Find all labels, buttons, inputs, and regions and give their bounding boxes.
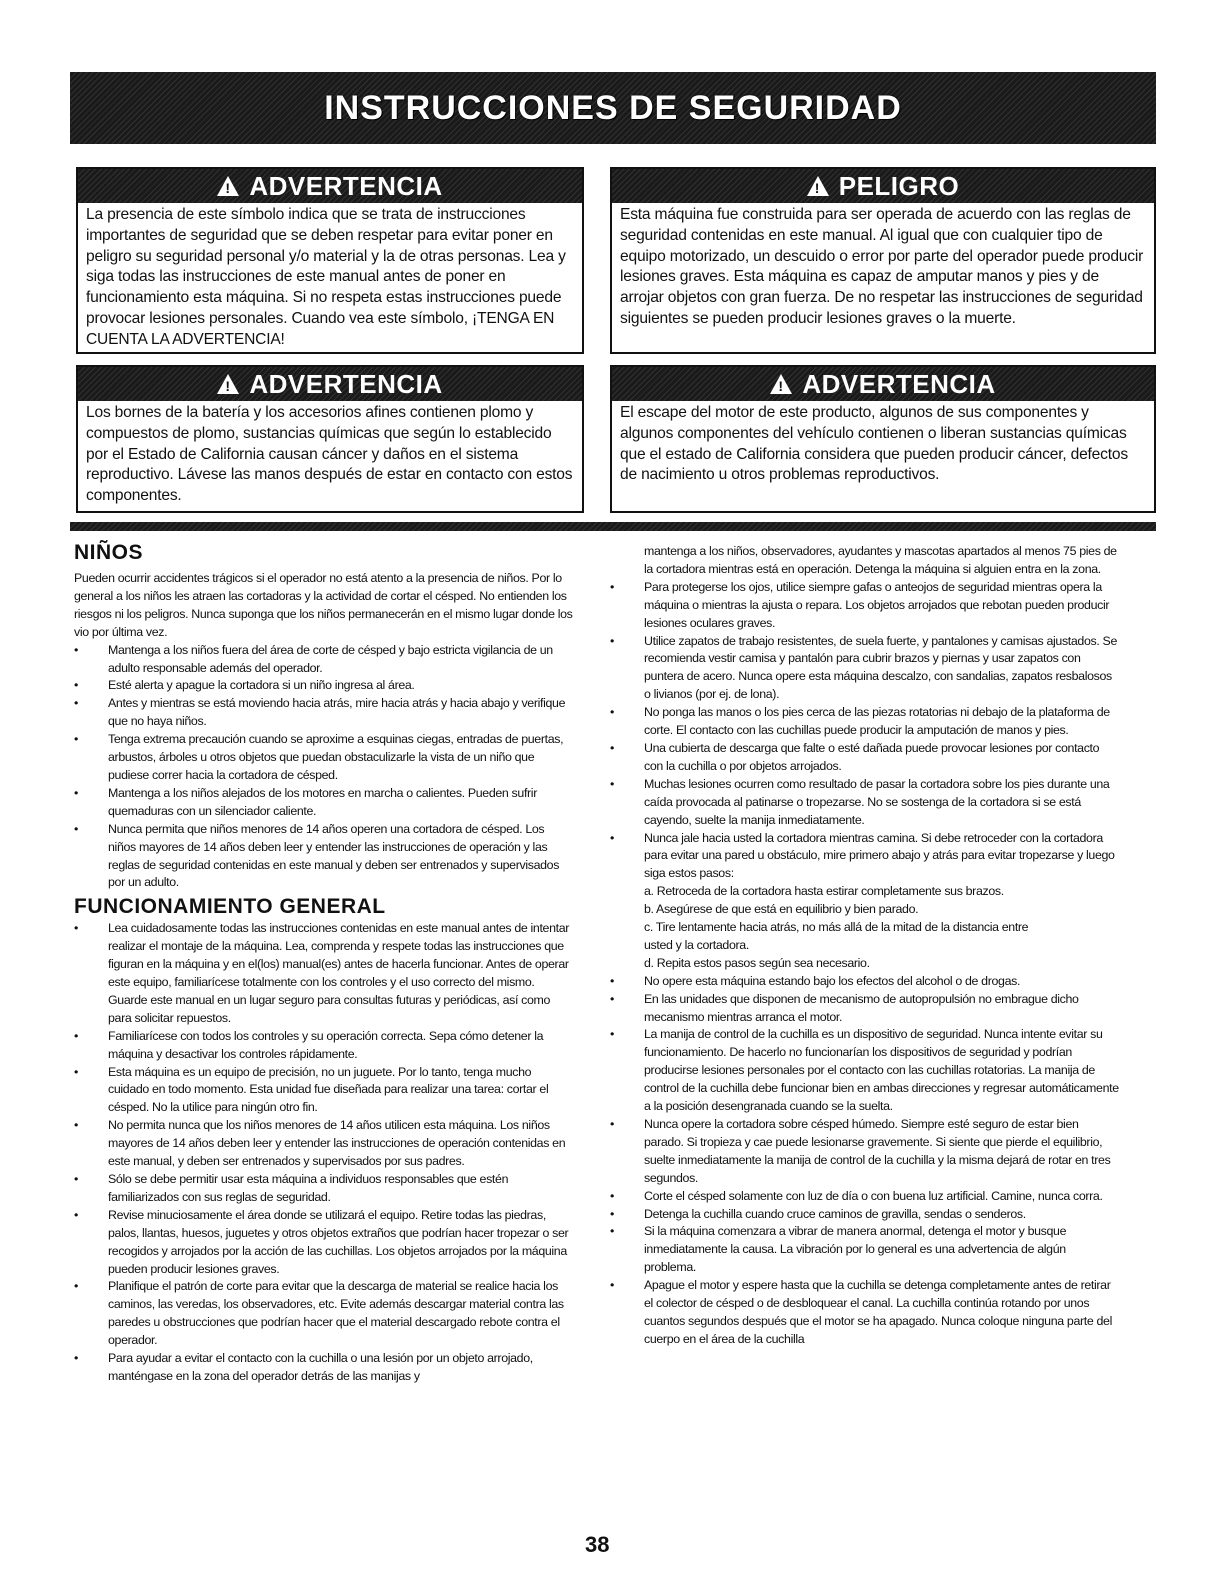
list-item: • Para ayudar a evitar el contacto con la cuchilla o una lesión por un objeto arrojado, manténgase en la zona del operador detrás de las manijas y <box>74 1350 574 1386</box>
warning-text: Esta máquina fue construida para ser operada de acuerdo con las reglas de seguridad contenidas en este manual. Al igual que con cualquier tipo de equipo motorizado, un descuido o error por parte del operador puede producir lesiones graves. Esta máquina es capaz de amputar manos y pies y de arrojar objetos con gran fuerza. De no respetar las instrucciones de seguridad siguientes se pueden producir lesiones graves o la muerte. <box>620 206 1144 327</box>
warning-header <box>612 367 1154 401</box>
step-item: a. Retroceda de la cortadora hasta estirar completamente sus brazos. <box>644 884 1004 899</box>
list-item: • La manija de control de la cuchilla es un dispositivo de seguridad. Nunca intente evitar su funcionamiento. De hacerlo no funcionarían los dispositivos de seguridad y podrían producirse lesiones personales por el contacto con las cuchillas rotatorias. La manija de control de la cuchilla debe funcionar bien en ambas direcciones y regresar automáticamente a la posición desengranada cuando se la suelta. <box>610 1026 1120 1116</box>
list-item: • Mantenga a los niños alejados de los motores en marcha o calientes. Pueden sufrir quemaduras con un silenciador caliente. <box>74 785 574 821</box>
step-item: c. Tire lentamente hacia atrás, no más allá de la mitad de la distancia entre <box>644 920 1029 935</box>
list-item: • Corte el césped solamente con luz de día o con buena luz artificial. Camine, nunca corra. <box>610 1188 1120 1206</box>
list-item: • Sólo se debe permitir usar esta máquina a individuos responsables que estén familiarizados con sus reglas de seguridad. <box>74 1171 574 1207</box>
section-heading-funcionamiento: FUNCIONAMIENTO GENERAL <box>74 895 386 919</box>
list-item: • En las unidades que disponen de mecanismo de autopropulsión no embrague dicho mecanismo mientras arranca el motor. <box>610 991 1120 1027</box>
list-item: • No opere esta máquina estando bajo los efectos del alcohol o de drogas. <box>610 973 1120 991</box>
section-divider <box>70 522 1156 531</box>
list-item: • Nunca permita que niños menores de 14 años operen una cortadora de césped. Los niños mayores de 14 años deben leer y entender las instrucciones de operación y las reglas de seguridad contenidas en este manual y deben ser entrenados y supervisados por un adulto. <box>74 821 574 893</box>
list-item: • No ponga las manos o los pies cerca de las piezas rotatorias ni debajo de la plataforma de corte. El contacto con las cuchillas puede producir la amputación de manos y pies. <box>610 704 1120 740</box>
warning-header <box>78 367 582 401</box>
warning-box-advertencia-3 <box>610 365 1156 513</box>
warning-label: ADVERTENCIA <box>802 368 996 399</box>
list-item: • Familiarícese con todos los controles y su operación correcta. Sepa cómo detener la máquina y desactivar los controles rápidamente. <box>74 1028 574 1064</box>
warning-triangle-icon <box>807 176 829 196</box>
list-item: • Apague el motor y espere hasta que la cuchilla se detenga completamente antes de retirar el colector de césped o de desbloquear el canal. La cuchilla continúa rotando por unos cuantos segundos después que el motor se ha apagado. Nunca coloque ninguna parte del cuerpo en el área de la cuchilla <box>610 1277 1120 1349</box>
list-item: • Nunca opere la cortadora sobre césped húmedo. Siempre esté seguro de estar bien parado. Si tropieza y cae puede lesionarse gravemente. Si siente que pierde el equilibrio, suelte inmediatamente la manija de control de la cuchilla y la misma dejará de rotar en tres segundos. <box>610 1116 1120 1188</box>
page-number: 38 <box>585 1532 610 1557</box>
list-item: • Para protegerse los ojos, utilice siempre gafas o anteojos de seguridad mientras opera la máquina o mientras la ajusta o repara. Los objetos arrojados que rebotan pueden producir lesiones oculares graves. <box>610 579 1120 633</box>
continuation-text: mantenga a los niños, observadores, ayudantes y mascotas apartados al menos 75 pies de la cortadora mientras está en operación. Detenga la máquina si alguien entra en la zona. <box>644 544 1117 576</box>
list-item: • Una cubierta de descarga que falte o esté dañada puede provocar lesiones por contacto con la cuchilla o por objetos arrojados. <box>610 740 1120 776</box>
warning-label: ADVERTENCIA <box>249 170 443 201</box>
step-item: d. Repita estos pasos según sea necesario. <box>644 955 870 970</box>
funcionamiento-list <box>74 920 574 1386</box>
list-item: • Muchas lesiones ocurren como resultado de pasar la cortadora sobre los pies durante una caída provocada al patinarse o tropezarse. No se sostenga de la cortadora si se está cayendo, suelte la manija inmediatamente. <box>610 776 1120 830</box>
list-item: • Antes y mientras se está moviendo hacia atrás, mire hacia atrás y hacia abajo y verifique que no haya niños. <box>74 695 574 731</box>
warning-header <box>612 169 1154 203</box>
warning-text: Los bornes de la batería y los accesorios afines contienen plomo y compuestos de plomo, sustancias químicas que según lo establecido por el Estado de California causan cáncer y daños en el sistema reproductivo. Lávese las manos después de estar en contacto con estos componentes. <box>86 404 573 505</box>
ninos-list <box>74 642 574 893</box>
step-item: b. Asegúrese de que está en equilibrio y bien parado. <box>644 902 919 917</box>
list-item: • No permita nunca que los niños menores de 14 años utilicen esta máquina. Los niños mayores de 14 años deben leer y entender las instrucciones de operación contenidas en este manual, y deben ser entrenados y supervisados por sus padres. <box>74 1117 574 1171</box>
list-item: • Lea cuidadosamente todas las instrucciones contenidas en este manual antes de intentar realizar el montaje de la máquina. Lea, comprenda y respete todas las instrucciones que figuran en la máquina y en el(los) manual(es) antes de hacerla funcionar. Antes de operar este equipo, familiarícese totalmente con los controles y el uso correcto del mismo. Guarde este manual en un lugar seguro para consultas futuras y periódicas, así como para solicitar repuestos. <box>74 920 574 1027</box>
list-item: • Revise minuciosamente el área donde se utilizará el equipo. Retire todas las piedras, palos, llantas, huesos, juguetes y otros objetos extraños que podrían hacer tropezar o ser recogidos y arrojados por la acción de las cuchillas. Los objetos arrojados por la máquina pueden producir lesiones graves. <box>74 1207 574 1279</box>
right-list-b <box>610 973 1120 1349</box>
list-item: • Tenga extrema precaución cuando se aproxime a esquinas ciegas, entradas de puertas, arbustos, árboles u otros objetos que puedan obstaculizarle la vista de un niño que pudiese correr hacia la cortadora de césped. <box>74 731 574 785</box>
list-item: • Utilice zapatos de trabajo resistentes, de suela fuerte, y pantalones y camisas ajustados. Se recomienda vestir camisa y pantalón para cubrir brazos y piernas y usar zapatos con puntera de acero. Nunca opere esta máquina descalzo, con sandalias, zapatos resbalosos o livianos (por ej. de lona). <box>610 633 1120 705</box>
ninos-intro: Pueden ocurrir accidentes trágicos si el operador no está atento a la presencia de niños. Por lo general a los niños les atraen las cortadoras y la actividad de cortar el césped. No entienden los riesgos ni los peligros. Nunca suponga que los niños permanecerán en el mismo lugar donde los vio por última vez. <box>74 571 573 639</box>
step-item: usted y la cortadora. <box>644 937 749 952</box>
warning-box-advertencia-2 <box>76 365 584 513</box>
warning-text: La presencia de este símbolo indica que se trata de instrucciones importantes de seguridad que se deben respetar para evitar poner en peligro su seguridad personal y/o material y la de otras personas. Lea y siga todas las instrucciones de este manual antes de poner en funcionamiento esta máquina. Si no respeta estas instrucciones puede provocar lesiones personales. Cuando vea este símbolo, ¡TENGA EN CUENTA LA ADVERTENCIA! <box>86 206 566 348</box>
list-item: • Detenga la cuchilla cuando cruce caminos de gravilla, sendas o senderos. <box>610 1206 1120 1224</box>
warning-text: El escape del motor de este producto, algunos de sus componentes y algunos componentes del vehículo contienen o liberan sustancias químicas que el estado de California considera que pueden producir cáncer, defectos de nacimiento u otros problemas reproductivos. <box>620 404 1128 484</box>
page-title-banner <box>70 72 1156 144</box>
warning-triangle-icon <box>217 374 239 394</box>
page-title: INSTRUCCIONES DE SEGURIDAD <box>324 88 902 127</box>
list-item: • Mantenga a los niños fuera del área de corte de césped y bajo estricta vigilancia de un adulto responsable además del operador. <box>74 642 574 678</box>
list-item: • Si la máquina comenzara a vibrar de manera anormal, detenga el motor y busque inmediatamente la causa. La vibración por lo general es una advertencia de algún problema. <box>610 1223 1120 1277</box>
right-list-a <box>610 579 1120 883</box>
section-heading-ninos: NIÑOS <box>74 541 144 564</box>
list-item: • Esta máquina es un equipo de precisión, no un juguete. Por lo tanto, tenga mucho cuidado en todo momento. Esta unidad fue diseñada para realizar una tarea: cortar el césped. No la utilice para ningún otro fin. <box>74 1064 574 1118</box>
steps-list <box>610 883 1120 973</box>
warning-box-peligro <box>610 167 1156 354</box>
warning-box-advertencia-1 <box>76 167 584 354</box>
list-item: • Esté alerta y apague la cortadora si un niño ingresa al área. <box>74 677 574 695</box>
list-item: • Nunca jale hacia usted la cortadora mientras camina. Si debe retroceder con la cortadora para evitar una pared u obstáculo, mire primero abajo y atrás para evitar tropezarse y luego siga estos pasos: <box>610 830 1120 884</box>
right-column <box>610 543 1120 1349</box>
list-item: • Planifique el patrón de corte para evitar que la descarga de material se realice hacia los caminos, las veredas, los observadores, etc. Evite además descargar material contra las paredes u obstrucciones que podrían hacer que el material descargado rebote contra el operador. <box>74 1278 574 1350</box>
warning-triangle-icon <box>770 374 792 394</box>
left-column <box>74 540 574 1386</box>
warning-label: ADVERTENCIA <box>249 368 443 399</box>
warning-triangle-icon <box>217 176 239 196</box>
warning-label: PELIGRO <box>838 170 960 201</box>
warning-header <box>78 169 582 203</box>
